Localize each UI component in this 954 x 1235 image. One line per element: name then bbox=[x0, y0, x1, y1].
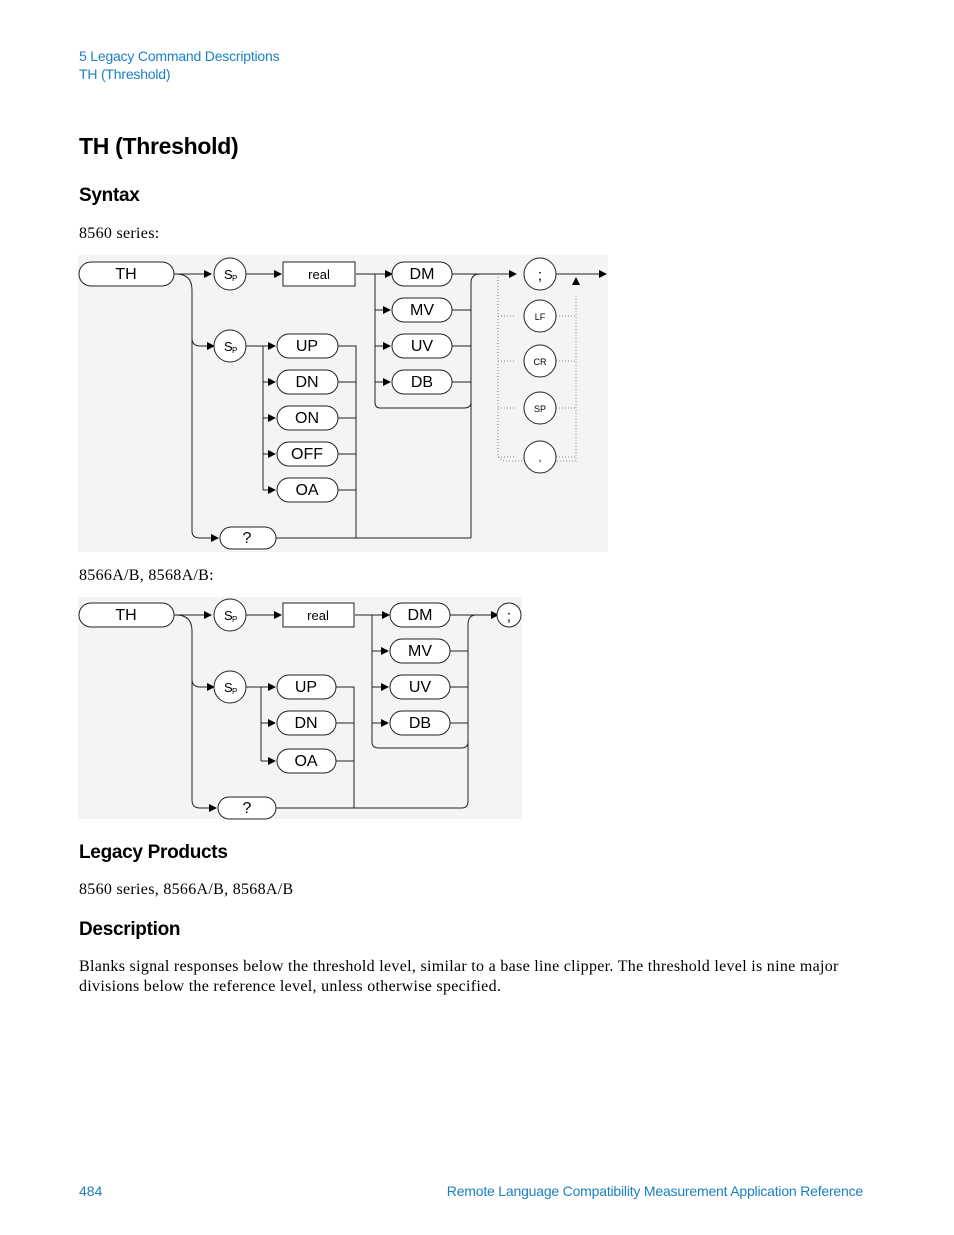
svg-text:real: real bbox=[308, 267, 330, 282]
unit-db-2 bbox=[390, 711, 450, 735]
term-semicolon bbox=[524, 258, 556, 290]
svg-text:SP: SP bbox=[533, 404, 547, 414]
running-header bbox=[79, 47, 279, 83]
svg-text:UP: UP bbox=[294, 679, 318, 696]
option-oa bbox=[277, 478, 338, 502]
term-lf bbox=[524, 300, 556, 332]
section-link[interactable]: TH (Threshold) bbox=[79, 66, 171, 82]
svg-text:?: ? bbox=[242, 530, 252, 547]
unit-uv-2 bbox=[390, 675, 450, 699]
svg-text:UP: UP bbox=[295, 338, 319, 355]
term-semicolon-2 bbox=[497, 603, 521, 627]
option-off bbox=[277, 442, 338, 466]
diagram1-caption: 8560 series: bbox=[79, 225, 160, 242]
syntax-diagram-8566 bbox=[78, 597, 528, 822]
unit-mv bbox=[392, 298, 452, 322]
svg-text:OA: OA bbox=[295, 482, 319, 499]
svg-text:DN: DN bbox=[295, 374, 319, 391]
page-number: 484 bbox=[79, 1183, 103, 1199]
option-oa-2 bbox=[277, 749, 336, 773]
svg-text:;: ; bbox=[537, 267, 543, 284]
unit-db bbox=[392, 370, 452, 394]
svg-text:P: P bbox=[232, 615, 238, 624]
svg-text:DM: DM bbox=[409, 266, 435, 283]
svg-text:UV: UV bbox=[410, 338, 434, 355]
sp-node-3 bbox=[214, 599, 246, 631]
diagram2-caption: 8566A/B, 8568A/B: bbox=[79, 567, 214, 584]
sp-node-2 bbox=[214, 330, 246, 362]
svg-text:S: S bbox=[224, 339, 233, 354]
page-title: TH (Threshold) bbox=[79, 133, 239, 159]
svg-text:DN: DN bbox=[294, 715, 318, 732]
svg-text:,: , bbox=[538, 452, 542, 464]
svg-text:P: P bbox=[232, 687, 238, 696]
svg-text:S: S bbox=[224, 680, 233, 695]
legacy-text: 8560 series, 8566A/B, 8568A/B bbox=[79, 881, 294, 898]
legacy-heading: Legacy Products bbox=[79, 842, 228, 863]
real-box bbox=[283, 262, 355, 286]
unit-dm bbox=[392, 262, 452, 286]
svg-text:DB: DB bbox=[408, 715, 432, 732]
svg-text:TH: TH bbox=[115, 607, 137, 624]
svg-text:LF: LF bbox=[534, 312, 546, 322]
syntax-diagram-8560 bbox=[78, 255, 618, 555]
command-box bbox=[79, 262, 174, 286]
svg-text:P: P bbox=[232, 346, 238, 355]
option-dn bbox=[277, 370, 338, 394]
option-up-2 bbox=[277, 675, 336, 699]
chapter-link[interactable]: 5 Legacy Command Descriptions bbox=[79, 48, 280, 64]
svg-text:MV: MV bbox=[410, 302, 434, 319]
query-box-2 bbox=[218, 797, 276, 819]
svg-text:MV: MV bbox=[408, 643, 432, 660]
svg-text:OFF: OFF bbox=[291, 446, 323, 463]
svg-text:DB: DB bbox=[410, 374, 434, 391]
real-box-2 bbox=[283, 603, 354, 627]
svg-text:ON: ON bbox=[295, 410, 319, 427]
sp-node-4 bbox=[214, 671, 246, 703]
option-on bbox=[277, 406, 338, 430]
description-heading: Description bbox=[79, 919, 181, 940]
svg-text:;: ; bbox=[506, 608, 512, 625]
svg-text:S: S bbox=[224, 267, 233, 282]
svg-text:UV: UV bbox=[408, 679, 432, 696]
option-dn-2 bbox=[277, 711, 336, 735]
svg-text:OA: OA bbox=[294, 753, 318, 770]
command-box-2 bbox=[79, 603, 174, 627]
unit-dm-2 bbox=[390, 603, 450, 627]
svg-text:S: S bbox=[224, 608, 233, 623]
unit-mv-2 bbox=[390, 639, 450, 663]
unit-uv bbox=[392, 334, 452, 358]
svg-text:DM: DM bbox=[407, 607, 433, 624]
term-cr bbox=[524, 345, 556, 377]
syntax-heading: Syntax bbox=[79, 185, 140, 206]
sp-node bbox=[214, 258, 246, 290]
svg-text:?: ? bbox=[242, 800, 252, 817]
option-up bbox=[277, 334, 338, 358]
term-sp bbox=[524, 392, 556, 424]
query-box bbox=[220, 527, 276, 549]
description-text: Blanks signal responses below the threshold level, similar to a base line clipper. The threshold level is nine major divisions below the reference level, unless otherwise specified. bbox=[79, 958, 839, 995]
svg-text:real: real bbox=[307, 608, 329, 623]
svg-text:CR: CR bbox=[533, 357, 547, 367]
svg-text:P: P bbox=[232, 274, 238, 283]
svg-text:TH: TH bbox=[115, 266, 137, 283]
term-comma bbox=[524, 441, 556, 473]
document-title: Remote Language Compatibility Measurement Application Reference bbox=[446, 1183, 863, 1199]
